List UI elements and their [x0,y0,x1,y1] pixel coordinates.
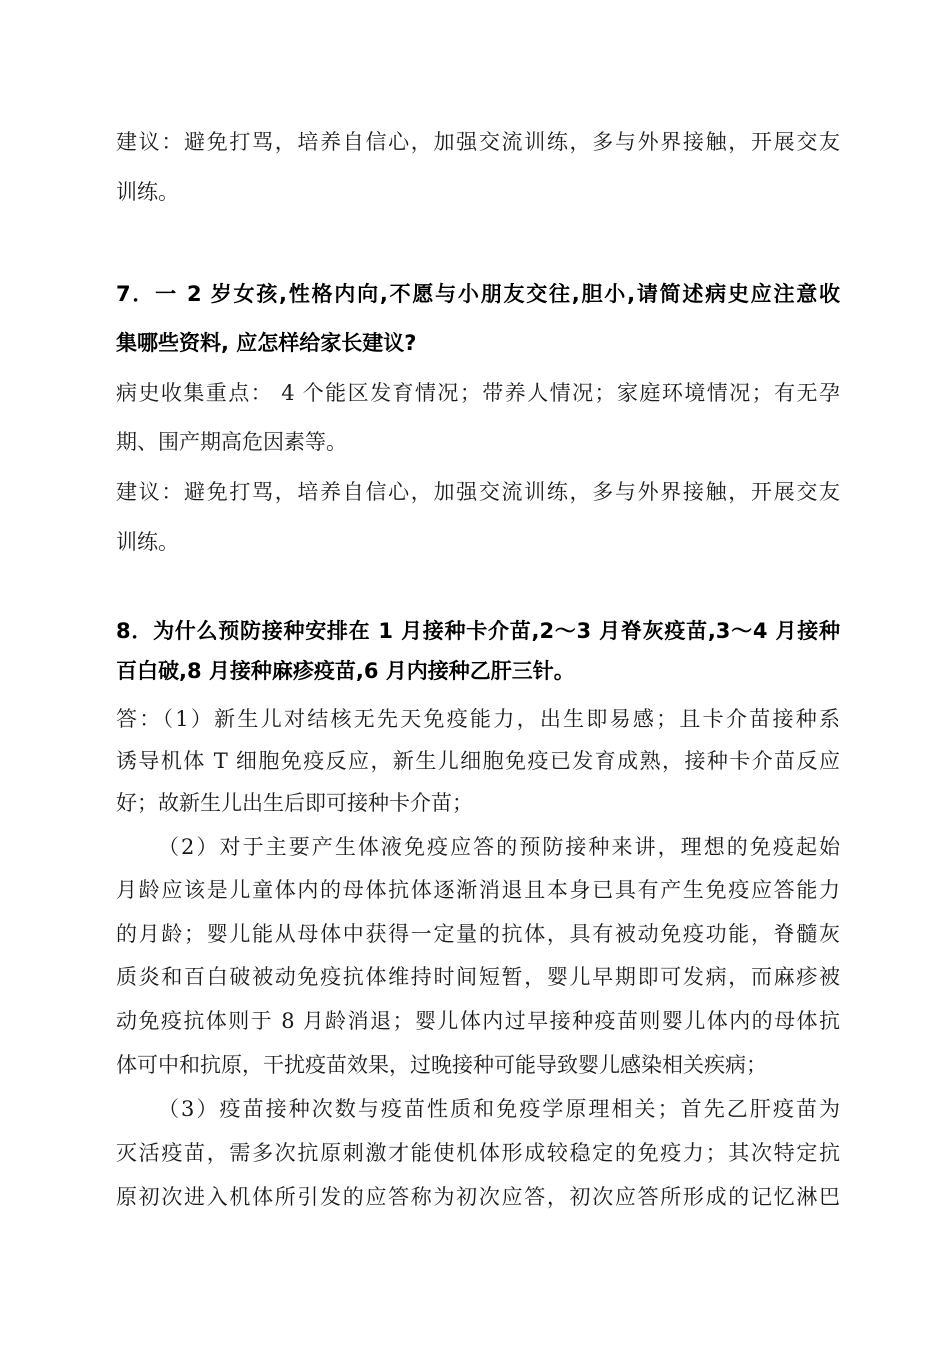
advice-line-1: 建议：避免打骂，培养自信心，加强交流训练，多与外界接触，开展交友 [116,130,840,154]
answer-line-7: 质炎和百白破被动免疫抗体维持时间短暂，婴儿早期即可发病，而麻疹被 [116,965,840,989]
answer-line-5: 月龄应该是儿童体内的母体抗体逐渐消退且本身已具有产生免疫应答能力 [116,878,840,902]
answer-line-1: 答：（1）新生儿对结核无先天免疫能力，出生即易感；且卡介苗接种系 [116,707,840,731]
answer-line-4: （2）对于主要产生体液免疫应答的预防接种来讲，理想的免疫起始 [158,835,840,859]
advice-line-2: 训练。 [116,180,179,204]
answer-line-11: 灭活疫苗，需多次抗原刺激才能使机体形成较稳定的免疫力；其次特定抗 [116,1141,840,1165]
answer-line-6: 的月龄；婴儿能从母体中获得一定量的抗体，具有被动免疫功能，脊髓灰 [116,922,840,946]
history-line-2: 期、围产期高危因素等。 [116,430,347,454]
question-8-title-line-1: 8．为什么预防接种安排在 1 月接种卡介苗,2～3 月脊灰疫苗,3～4 月接种 [116,619,840,643]
answer-line-10: （3）疫苗接种次数与疫苗性质和免疫学原理相关；首先乙肝疫苗为 [158,1097,840,1121]
answer-line-12: 原初次进入机体所引发的应答称为初次应答，初次应答所形成的记忆淋巴 [116,1185,840,1209]
advice-line-4: 训练。 [116,530,179,554]
question-8-title-line-2: 百白破,8 月接种麻疹疫苗,6 月内接种乙肝三针。 [116,659,575,683]
answer-line-2: 诱导机体 T 细胞免疫反应，新生儿细胞免疫已发育成熟，接种卡介苗反应 [116,749,840,773]
history-line-1: 病史收集重点： 4 个能区发育情况；带养人情况；家庭环境情况；有无孕 [116,381,840,405]
question-7-title-line-2: 集哪些资料, 应怎样给家长建议? [116,331,417,355]
answer-line-8: 动免疫抗体则于 8 月龄消退；婴儿体内过早接种疫苗则婴儿体内的母体抗 [116,1009,840,1033]
answer-line-3: 好；故新生儿出生后即可接种卡介苗； [116,791,473,815]
question-7-title-line-1: 7．一 2 岁女孩,性格内向,不愿与小朋友交往,胆小,请简述病史应注意收 [116,282,840,306]
answer-line-9: 体可中和抗原，干扰疫苗效果，过晚接种可能导致婴儿感染相关疾病； [116,1053,767,1077]
advice-line-3: 建议：避免打骂，培养自信心，加强交流训练，多与外界接触，开展交友 [116,480,840,504]
